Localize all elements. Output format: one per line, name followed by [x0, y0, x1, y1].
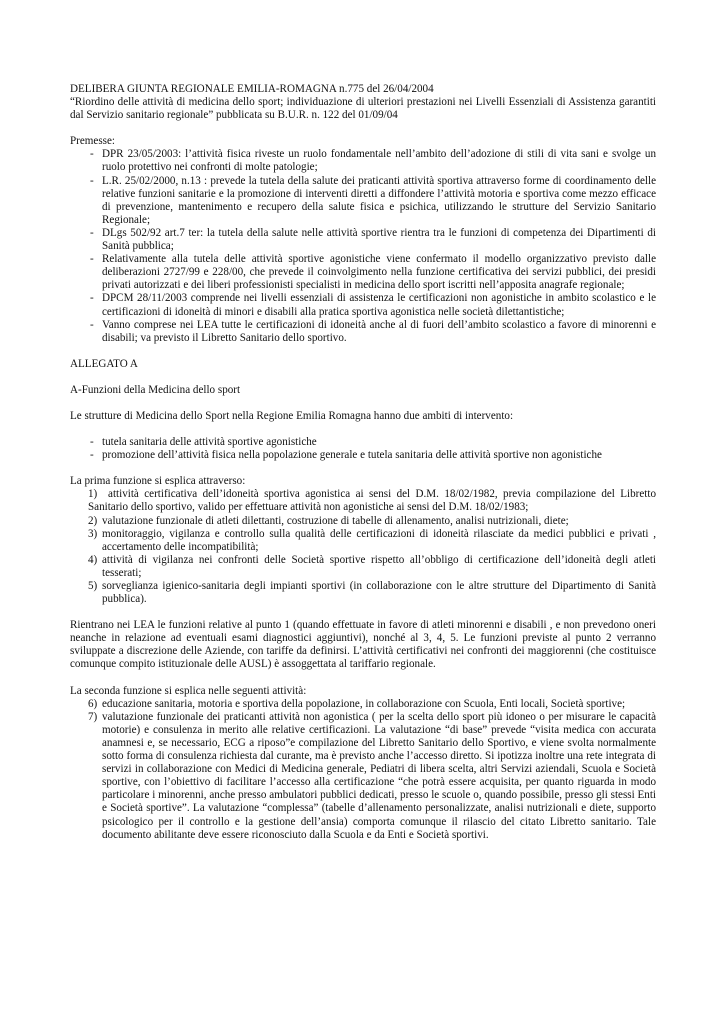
lea-paragraph: Rientrano nei LEA le funzioni relative al punto 1 (quando effettuate in favore di atleti minorenni e disabili , e non prevedono oneri neanche in relazione ad eventuali esami diagnostici aggiuntivi), nonché al 3, 4, 5. Le funzioni previste al punto 2 verranno sviluppate a discrezione delle Aziende, con tariffe da definirsi. L’attività certificativi nei confronti dei maggiorenni (che costituisce comunque compito istituzionale delle AUSL) è assoggettata al tariffario regionale.: [70, 619, 656, 671]
item-number: 1): [88, 488, 98, 501]
item-text: valutazione funzionale dei praticanti attività non agonistica ( per la scelta dello sport più idoneo o per misurare le capacità motorie) e consulenza in merito alle relative certificazioni. La valutazione “di base” prevede “visita medica con accurata anamnesi e, se necessario, ECG a riposo”e compilazione del Libretto Sanitario dello Sportivo, e viene svolta normalmente sotto forma di consulenza richiesta dal curante, ma è previsto anche l’accesso diretto. Si ipotizza inoltre una rete integrata di servizi in collaborazione con Medici di Medicina generale, Pediatri di libera scelta, altri Servizi aziendali, Scuola e Società sportive, con l’obiettivo di facilitare l’accesso alla certificazione “che potrà essere acquisita, per quanto riguarda in modo particolare i minorenni, anche presso ambulatori pubblici dedicati, presso le scuole o, quando possibile, presso gli stessi Enti e Società sportive”. La valutazione “complessa” (tabelle d’allenamento personalizzate, analisi nutrizionali e diete, supporto psicologico per il controllo e la gestione dell’ansia) comporta comunque il rilascio del citato Libretto sanitario. Tale documento abilitante deve essere riconosciuto dalla Scuola e da Enti e Società sportivi.: [102, 710, 656, 841]
premessa-item: - Vanno comprese nei LEA tutte le certificazioni di idoneità anche al di fuori dell’ambito scolastico a favore di minorenni e disabili; va previsto il Libretto Sanitario dello sportivo.: [70, 319, 656, 345]
prima-funzione-item: [70, 580, 656, 606]
prima-funzione-item: [70, 515, 656, 528]
item-text: educazione sanitaria, motoria e sportiva della popolazione, in collaborazione con Scuola, Enti locali, Società sportive;: [102, 697, 626, 710]
premessa-item: - DLgs 502/92 art.7 ter: la tutela della salute nelle attività sportive rientra tra le funzioni di competenza dei Dipartimenti di Sanità pubblica;: [70, 227, 656, 253]
item-number: 6): [88, 697, 98, 710]
prima-funzione-intro: La prima funzione si esplica attraverso:: [70, 475, 246, 488]
item-number: 3): [88, 527, 98, 540]
item-number: 2): [88, 514, 98, 527]
seconda-funzione-item: [70, 698, 656, 711]
delibera-subject: “Riordino delle attività di medicina dello sport; individuazione di ulteriori prestazioni nei Livelli Essenziali di Assistenza garantiti dal Servizio sanitario regionale” pubblicata su B.U.R. n. 122 del 01/09/04: [70, 96, 656, 122]
prima-funzione-list: [70, 515, 656, 607]
document-page: [70, 83, 656, 842]
prima-funzione-item: [70, 528, 656, 554]
item-number: 7): [88, 710, 98, 723]
premessa-item: - DPR 23/05/2003: l’attività fisica riveste un ruolo fondamentale nell’ambito dell’adozione di stili di vita sani e svolge un ruolo protettivo nei confronti di molte patologie;: [70, 148, 656, 174]
item-text: attività di vigilanza nei confronti delle Società sportive rispetto all’obbligo di certificazione dell’idoneità degli atleti tesserati;: [102, 553, 656, 579]
ambiti-intro: Le strutture di Medicina dello Sport nella Regione Emilia Romagna hanno due ambiti di intervento:: [70, 409, 514, 422]
seconda-funzione-list: [70, 698, 656, 842]
seconda-funzione-item: [70, 711, 656, 842]
item-number: 4): [88, 553, 98, 566]
item-number: 5): [88, 580, 98, 592]
premesse-heading: Premesse:: [70, 135, 115, 148]
allegato-section-title: A-Funzioni della Medicina dello sport: [70, 383, 241, 396]
seconda-funzione-intro: La seconda funzione si esplica nelle seguenti attività:: [70, 684, 307, 697]
document-header: [70, 83, 656, 122]
item-text: monitoraggio, vigilanza e controllo sulla qualità delle certificazioni di idoneità rilasciate da medici pubblici e privati , accertamento delle incompatibilità;: [102, 527, 656, 553]
prima-funzione-item-1: [70, 488, 656, 514]
premessa-item: - L.R. 25/02/2000, n.13 : prevede la tutela della salute dei praticanti attività sportiva attraverso forme di coordinamento delle relative funzioni sanitarie e la promozione di interventi diretti a diffondere l’attività motoria e sportiva come mezzo efficace di prevenzione, mantenimento e recupero della salute fisica e psichica, utilizzando le strutture del Servizio Sanitario Regionale;: [70, 175, 656, 227]
ambito-item: - tutela sanitaria delle attività sportive agonistiche: [70, 436, 656, 449]
item-text: sorveglianza igienico-sanitaria degli impianti sportivi (in collaborazione con le altre strutture del Dipartimento di Sanità pubblica).: [102, 580, 656, 606]
ambito-item: - promozione dell’attività fisica nella popolazione generale e tutela sanitaria delle attività sportive non agonistiche: [70, 449, 656, 462]
premesse-list: [70, 148, 656, 344]
item-text: valutazione funzionale di atleti dilettanti, costruzione di tabelle di allenamento, analisi nutrizionali, diete;: [102, 514, 569, 527]
premessa-item: - Relativamente alla tutela delle attività sportive agonistiche viene confermato il modello organizzativo previsto dalle deliberazioni 2727/99 e 228/00, che prevede il coinvolgimento nella funzione certificativa dei servizi pubblici, dei presidi privati autorizzati e dei liberi professionisti specialisti in medicina dello sport iscritti nell’apposita anagrafe regionale;: [70, 253, 656, 292]
prima-funzione-item: [70, 554, 656, 580]
delibera-title: DELIBERA GIUNTA REGIONALE EMILIA-ROMAGNA n.775 del 26/04/2004: [70, 83, 434, 95]
premessa-item: - DPCM 28/11/2003 comprende nei livelli essenziali di assistenza le certificazioni non agonistiche in ambito scolastico e le certificazioni di idoneità di minori e disabili alla pratica sportiva agonistica nelle società dilettantistiche;: [70, 292, 656, 318]
ambiti-list: [70, 436, 656, 462]
allegato-heading: ALLEGATO A: [70, 357, 138, 370]
item-text: attività certificativa dell’idoneità sportiva agonistica ai sensi del D.M. 18/02/1982, previa compilazione del Libretto Sanitario dello sportivo, valido per effettuare attività non agonistiche ai sensi del D.M. 18/02/1983;: [88, 488, 656, 514]
